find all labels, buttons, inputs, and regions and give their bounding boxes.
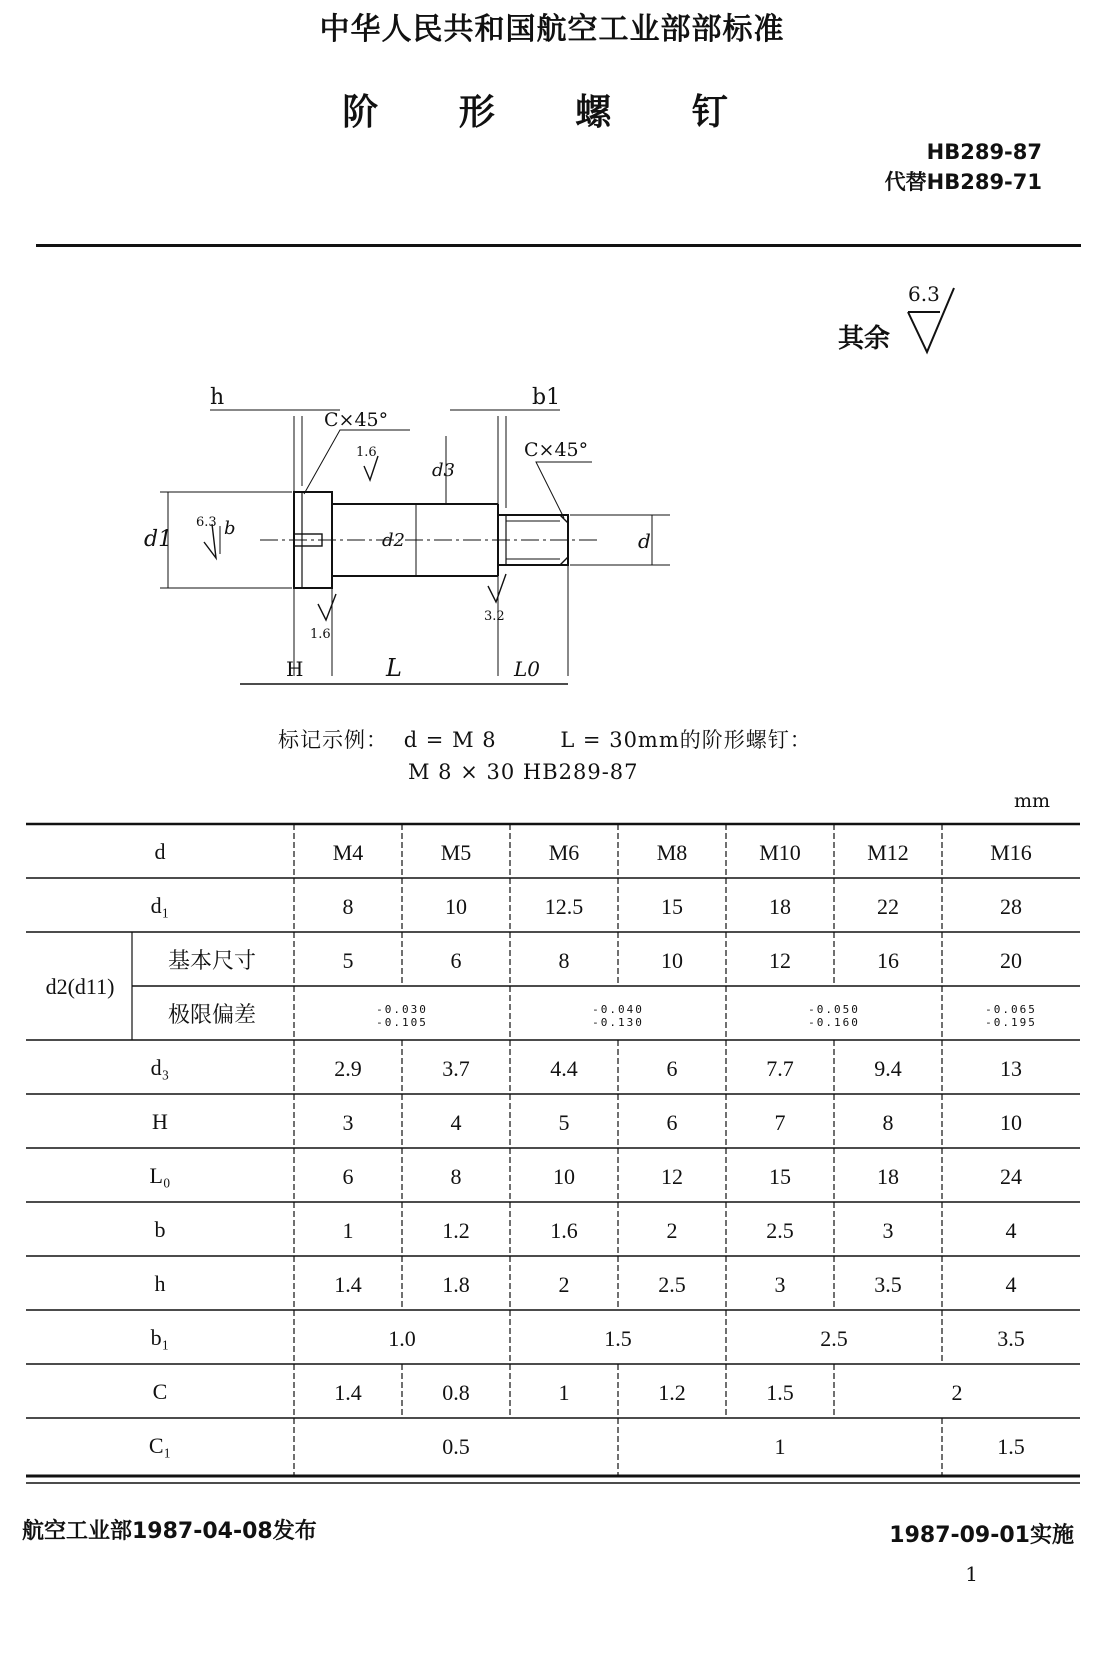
example-line-2: M 8 × 30 HB289-87 bbox=[408, 760, 639, 784]
cell-L0: 10 bbox=[553, 1164, 575, 1189]
cell-b1: 3.5 bbox=[997, 1326, 1025, 1351]
cell-C: 0.8 bbox=[442, 1380, 470, 1405]
example-L: L = 30mm的阶形螺钉： bbox=[560, 728, 812, 752]
cell-L0: 12 bbox=[661, 1164, 683, 1189]
cell-L0: 15 bbox=[769, 1164, 791, 1189]
row-label-d1: d₁ bbox=[150, 893, 170, 918]
cell-b: 1 bbox=[342, 1218, 354, 1243]
cell-d1: 8 bbox=[342, 894, 354, 919]
dim-b: b bbox=[224, 518, 236, 539]
row-label-b1: b₁ bbox=[150, 1325, 170, 1350]
cell-H: 8 bbox=[882, 1110, 894, 1135]
effective-date: 1987-09-01实施 bbox=[889, 1523, 1074, 1548]
chamfer-tip: C×45° bbox=[524, 439, 589, 461]
cell-d3: 6 bbox=[666, 1056, 678, 1081]
dim-L: L bbox=[386, 654, 402, 682]
rough-bottom-right: 3.2 bbox=[484, 609, 505, 624]
row-label-d2-tol: 极限偏差 bbox=[167, 1003, 257, 1028]
cell-b: 3 bbox=[882, 1218, 894, 1243]
cell-b: 4 bbox=[1005, 1218, 1017, 1243]
cell-header: M5 bbox=[440, 840, 472, 865]
cell-H: 4 bbox=[450, 1110, 462, 1135]
cell-L0: 8 bbox=[450, 1164, 462, 1189]
dim-h: h bbox=[210, 385, 225, 410]
cell-b: 2 bbox=[666, 1218, 678, 1243]
cell-header: M4 bbox=[332, 840, 364, 865]
example-d: d = M 8 bbox=[403, 728, 497, 752]
cell-d2-tol-upper: -0.065 bbox=[985, 1003, 1037, 1016]
cell-C: 1 bbox=[558, 1380, 570, 1405]
dim-d: d bbox=[638, 529, 651, 553]
cell-header: M10 bbox=[759, 840, 801, 865]
cell-C: 1.4 bbox=[334, 1380, 362, 1405]
cell-d2-tol-lower: -0.160 bbox=[808, 1016, 860, 1029]
row-label-d3: d₃ bbox=[150, 1055, 170, 1080]
cell-h: 1.8 bbox=[442, 1272, 470, 1297]
cell-d3: 7.7 bbox=[766, 1056, 794, 1081]
cell-H: 3 bbox=[342, 1110, 354, 1135]
cell-h: 2 bbox=[558, 1272, 570, 1297]
dim-d1: d1 bbox=[144, 527, 173, 552]
cell-d2-tol-lower: -0.195 bbox=[985, 1016, 1037, 1029]
issuing-organization: 中华人民共和国航空工业部部标准 bbox=[319, 12, 785, 47]
cell-h: 3 bbox=[774, 1272, 786, 1297]
replaces-code: 代替HB289-71 bbox=[884, 170, 1042, 194]
row-label-d2-basic: 基本尺寸 bbox=[167, 949, 257, 974]
row-label-H: H bbox=[152, 1109, 168, 1134]
page-number: 1 bbox=[965, 1562, 978, 1586]
cell-d2-tol-upper: -0.050 bbox=[808, 1003, 860, 1016]
cell-d3: 3.7 bbox=[442, 1056, 470, 1081]
dim-b1: b1 bbox=[532, 385, 561, 410]
row-label-C: C bbox=[152, 1379, 168, 1404]
cell-d2-tol-lower: -0.130 bbox=[592, 1016, 644, 1029]
cell-H: 7 bbox=[774, 1110, 786, 1135]
rough-bottom-left: 1.6 bbox=[310, 627, 331, 642]
cell-H: 10 bbox=[1000, 1110, 1022, 1135]
cell-d2-tol-upper: -0.030 bbox=[376, 1003, 428, 1016]
cell-H: 5 bbox=[558, 1110, 570, 1135]
issue-date: 航空工业部1987-04-08发布 bbox=[22, 1519, 317, 1544]
cell-d3: 13 bbox=[1000, 1056, 1022, 1081]
cell-h: 3.5 bbox=[874, 1272, 902, 1297]
cell-b1: 2.5 bbox=[820, 1326, 848, 1351]
cell-b1: 1.0 bbox=[388, 1326, 416, 1351]
cell-C1: 1.5 bbox=[997, 1434, 1025, 1459]
cell-d2-basic: 20 bbox=[1000, 948, 1022, 973]
row-label-L0: L₀ bbox=[149, 1163, 171, 1188]
cell-d3: 4.4 bbox=[550, 1056, 578, 1081]
cell-d3: 2.9 bbox=[334, 1056, 362, 1081]
row-label-d2-group: d2(d11) bbox=[45, 974, 115, 999]
cell-L0: 6 bbox=[342, 1164, 354, 1189]
cell-d1: 22 bbox=[877, 894, 899, 919]
cell-C: 1.2 bbox=[658, 1380, 686, 1405]
cell-header: M16 bbox=[990, 840, 1032, 865]
chamfer-head: C×45° bbox=[324, 409, 389, 431]
cell-d1: 10 bbox=[445, 894, 467, 919]
cell-C: 1.5 bbox=[766, 1380, 794, 1405]
row-label-C1: C₁ bbox=[148, 1433, 172, 1458]
dim-H: H bbox=[286, 657, 304, 681]
roughness-label: 其余 bbox=[838, 324, 891, 354]
cell-header: M8 bbox=[656, 840, 688, 865]
cell-d2-basic: 10 bbox=[661, 948, 683, 973]
cell-d2-basic: 16 bbox=[877, 948, 899, 973]
cell-h: 4 bbox=[1005, 1272, 1017, 1297]
example-prefix: 标记示例： bbox=[278, 728, 388, 752]
cell-L0: 18 bbox=[877, 1164, 899, 1189]
standard-code: HB289-87 bbox=[926, 140, 1042, 164]
cell-b: 1.2 bbox=[442, 1218, 470, 1243]
cell-d2-basic: 8 bbox=[558, 948, 570, 973]
cell-L0: 24 bbox=[1000, 1164, 1022, 1189]
cell-d2-basic: 12 bbox=[769, 948, 791, 973]
unit-label: mm bbox=[1013, 790, 1050, 812]
row-label-h: h bbox=[154, 1271, 166, 1296]
cell-header: M12 bbox=[867, 840, 909, 865]
dim-d2: d2 bbox=[382, 530, 405, 551]
document-title: 阶 形 螺 钉 bbox=[342, 92, 762, 133]
cell-d2-tol-lower: -0.105 bbox=[376, 1016, 428, 1029]
cell-H: 6 bbox=[666, 1110, 678, 1135]
rough-head: 6.3 bbox=[196, 515, 217, 530]
cell-d2-basic: 5 bbox=[342, 948, 354, 973]
cell-C1: 1 bbox=[774, 1434, 786, 1459]
roughness-value: 6.3 bbox=[908, 282, 940, 306]
cell-d2-tol-upper: -0.040 bbox=[592, 1003, 644, 1016]
cell-d1: 15 bbox=[661, 894, 683, 919]
dim-L0: L0 bbox=[514, 657, 541, 681]
cell-h: 1.4 bbox=[334, 1272, 362, 1297]
cell-d3: 9.4 bbox=[874, 1056, 902, 1081]
cell-d1: 12.5 bbox=[544, 894, 584, 919]
row-label-header: d bbox=[154, 839, 166, 864]
cell-d2-basic: 6 bbox=[450, 948, 462, 973]
rough-shank-top: 1.6 bbox=[356, 445, 377, 460]
cell-h: 2.5 bbox=[658, 1272, 686, 1297]
cell-d1: 18 bbox=[769, 894, 791, 919]
cell-b: 2.5 bbox=[766, 1218, 794, 1243]
cell-b1: 1.5 bbox=[604, 1326, 632, 1351]
cell-C: 2 bbox=[951, 1380, 963, 1405]
cell-d1: 28 bbox=[1000, 894, 1022, 919]
cell-C1: 0.5 bbox=[442, 1434, 470, 1459]
cell-b: 1.6 bbox=[550, 1218, 578, 1243]
cell-header: M6 bbox=[548, 840, 580, 865]
dim-d3: d3 bbox=[432, 460, 455, 481]
row-label-b: b bbox=[154, 1217, 166, 1242]
